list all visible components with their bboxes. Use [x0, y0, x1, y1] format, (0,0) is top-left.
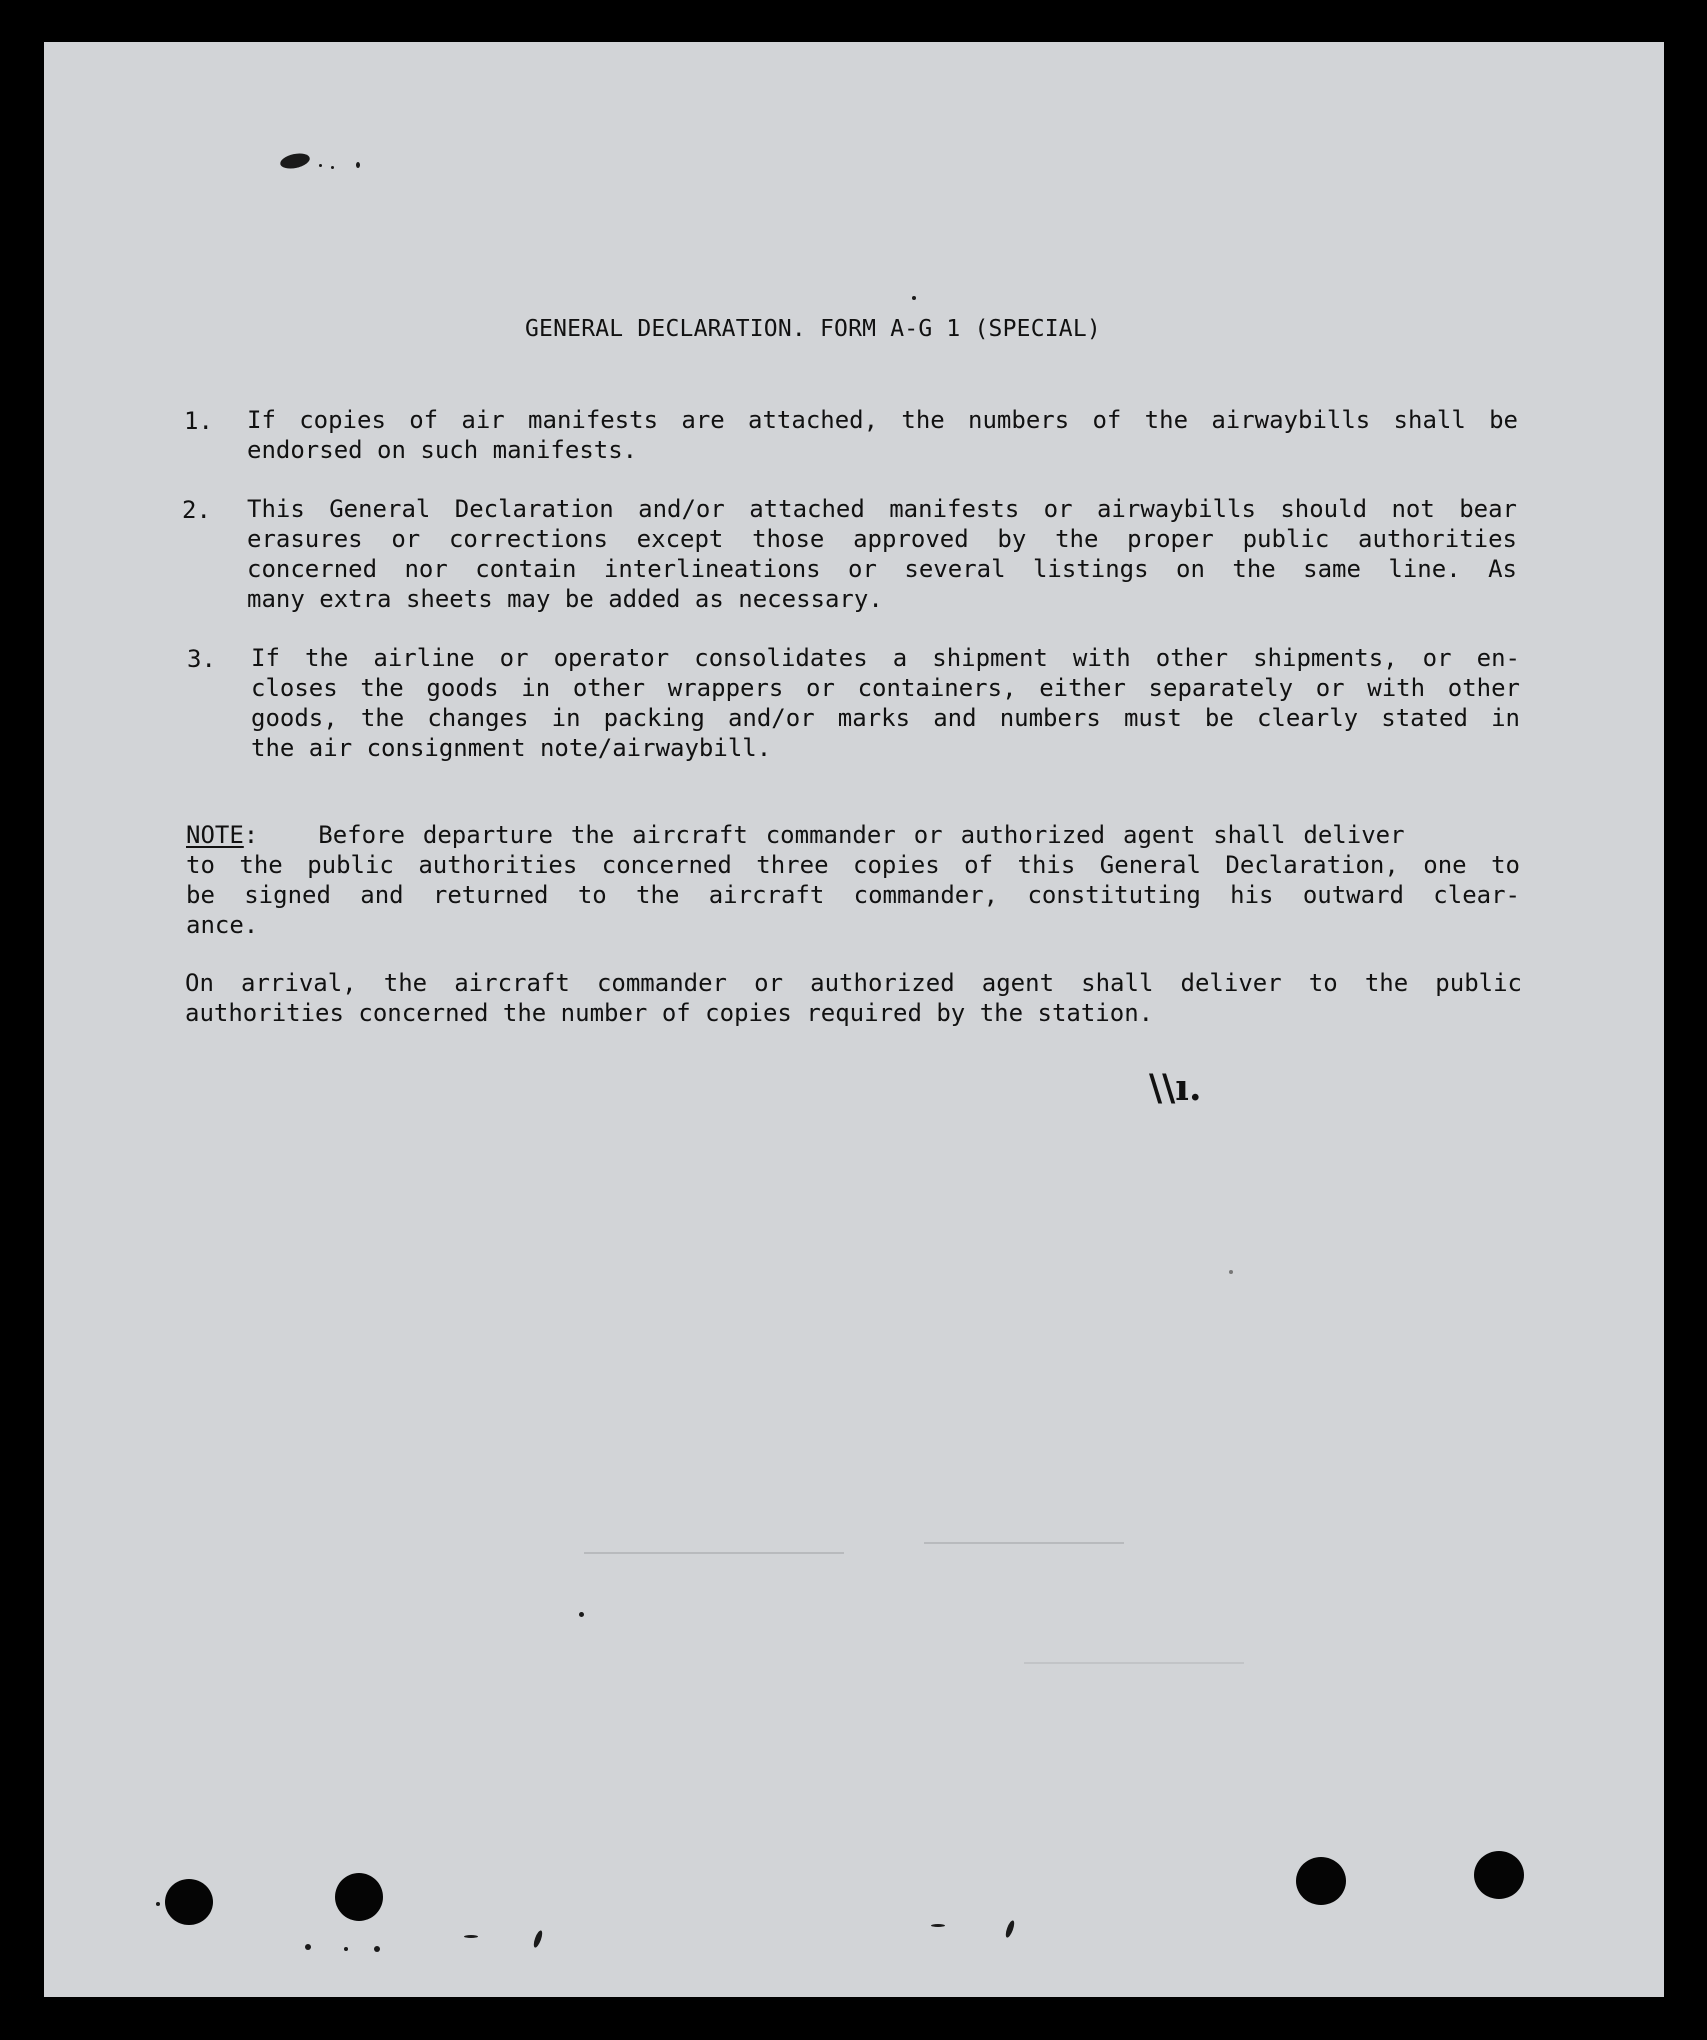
punch-hole	[1474, 1851, 1524, 1899]
item-line: If the airline or operator consolidates a shipment with other shipments, or en-	[251, 644, 1520, 672]
punch-hole	[335, 1873, 383, 1921]
item-line: the air consignment note/airwaybill.	[251, 734, 772, 762]
ink-speck	[931, 1924, 945, 1927]
ink-speck	[464, 1935, 478, 1938]
note-line: to the public authorities concerned three copies of this General Declaration, one to	[186, 851, 1520, 879]
item-number: 2.	[182, 496, 211, 524]
bleed-through-marks	[584, 1552, 844, 1554]
item-number: 1.	[184, 407, 213, 435]
bleed-through-marks	[924, 1542, 1124, 1544]
note-colon: :	[243, 821, 259, 849]
item-line: This General Declaration and/or attached manifests or airwaybills should not bear	[247, 495, 1517, 523]
ink-speck	[331, 166, 334, 169]
document-title: GENERAL DECLARATION. FORM A-G 1 (SPECIAL)	[525, 316, 1101, 342]
item-line: closes the goods in other wrappers or containers, either separately or with other	[251, 674, 1520, 702]
list-item	[251, 643, 1520, 763]
arrival-line: On arrival, the aircraft commander or authorized agent shall deliver to the public	[185, 969, 1522, 997]
note-label: NOTE	[186, 821, 244, 849]
item-line: concerned nor contain interlineations or several listings on the same line. As	[247, 555, 1517, 583]
ink-speck	[344, 1947, 348, 1951]
note-first-line	[186, 820, 1520, 850]
ink-speck	[579, 1612, 584, 1617]
ink-speck	[319, 164, 322, 167]
note-paragraph	[186, 820, 1520, 940]
ink-speck	[305, 1944, 311, 1950]
document-page	[44, 42, 1664, 1997]
bleed-through-marks	[1024, 1662, 1244, 1664]
ink-speck	[374, 1946, 380, 1952]
arrival-paragraph	[185, 968, 1522, 1028]
list-item	[247, 494, 1517, 614]
arrival-line: authorities concerned the number of copies required by the station.	[185, 999, 1154, 1027]
item-line: endorsed on such manifests.	[247, 436, 638, 464]
item-line: many extra sheets may be added as necessary.	[247, 585, 883, 613]
ink-speck	[1229, 1270, 1233, 1274]
note-line: Before departure the aircraft commander or authorized agent shall deliver	[318, 821, 1405, 849]
punch-hole	[165, 1879, 213, 1925]
item-line: erasures or corrections except those approved by the proper public authorities	[247, 525, 1517, 553]
ink-speck	[532, 1930, 544, 1949]
item-number: 3.	[187, 645, 216, 673]
item-line: goods, the changes in packing and/or marks and numbers must be clearly stated in	[251, 704, 1520, 732]
ink-speck	[279, 151, 311, 171]
ink-speck	[1004, 1920, 1016, 1939]
ink-speck	[912, 296, 916, 300]
ink-speck	[356, 162, 360, 168]
page-mark: \\ı.	[1149, 1067, 1202, 1109]
note-line: be signed and returned to the aircraft commander, constituting his outward clear-	[186, 881, 1520, 909]
ink-speck	[156, 1902, 160, 1906]
note-line: ance.	[186, 911, 259, 939]
punch-hole	[1296, 1857, 1346, 1905]
list-item	[247, 405, 1518, 465]
item-line: If copies of air manifests are attached, the numbers of the airwaybills shall be	[247, 406, 1518, 434]
